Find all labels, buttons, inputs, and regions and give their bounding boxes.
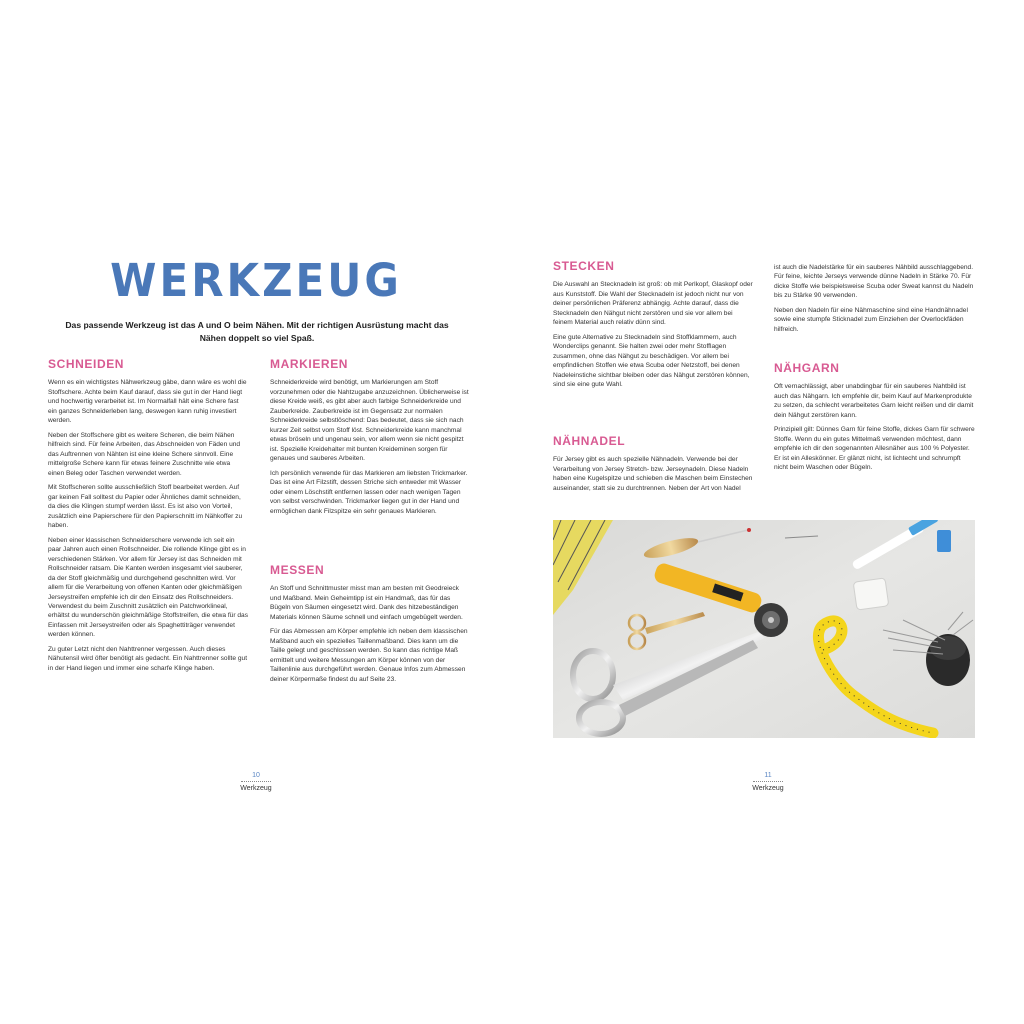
paragraph: An Stoff und Schnittmuster misst man am besten mit Geodreieck und Maßband. Mein Geheimtipp ist ein Handmaß, das für das Bügeln von Säumen eingesetzt wird. Dank des hitzebeständigen Materials können Säume schnell und einfach umgebügelt werden. [270, 585, 463, 621]
page-title: WERKZEUG [110, 254, 402, 307]
paragraph: Oft vernachlässigt, aber unabdingbar für ein sauberes Nahtbild ist auch das Nähgarn. Ich empfehle dir, beim Kauf auf Markenprodukte zu setzen, da schlecht verarbeitetes Garn leicht reißen und dir damit dein Nähgut zerstören kann. [774, 383, 974, 419]
tailor-chalk [853, 578, 889, 610]
heading-markieren: MARKIEREN [270, 357, 349, 371]
page-number: 10 [252, 772, 260, 779]
paragraph: Neben den Nadeln für eine Nähmaschine sind eine Handnähnadel sowie eine stumpfe Sticknadel zum Einziehen der Overlockfäden hilfreich. [774, 307, 968, 333]
section-schneiden [48, 357, 248, 679]
page-label: Werkzeug [240, 785, 272, 792]
heading-naehnadel: NÄHNADEL [553, 434, 626, 448]
heading-naehgarn: NÄHGARN [774, 361, 840, 375]
sewing-clip [937, 530, 951, 552]
paragraph: Neben einer klassischen Schneiderschere verwende ich seit ein paar Jahren auch einen Rollschneider. Die rollende Klinge gibt es in verschiedenen Stärken. Vor allem für Jersey ist das Schneiden mit Rollschneider ratsam. Die Kanten werden insgesamt viel sauberer, da der Stoff gleichmäßig und durchgehend geschnitten wird. Vor allem für die Verarbeitung von offenen Kanten oder gleichmäßigen Jerseystreifen empfehle ich dir den Einsatz des Rollschneiders. Verwendest du beim Zuschnitt zusätzlich ein Patchworklineal, erhältst du wunderschön gleichmäßige Stoffstreifen, die etwa für das Einfassen mit Jerseystreifen oder als Spaghettiträger verwendet werden können. [48, 536, 248, 639]
paragraph: Schneiderkreide wird benötigt, um Markierungen am Stoff vorzunehmen oder die Nahtzugabe anzuzeichnen. Üblicherweise ist diese Kreide weiß, es gibt aber auch farbige Schneiderkreide und Zauberkreide. Zauberkreide ist im Gegensatz zur normalen Schneiderkreide selbstlöschend: Das bedeutet, dass sie sich nach kurzer Zeit selbst vom Stoff löst. Schneiderkreide kann manchmal etwas bröseln und ungenau sein, vor allem wenn sie nicht gespitzt ist. Spezielle Kreidehalter mit bunten Kreideminen sorgen für genaues und sauberes Arbeiten. [270, 379, 469, 463]
heading-schneiden: SCHNEIDEN [48, 357, 125, 371]
footer-divider [753, 781, 783, 782]
section-messen [270, 563, 471, 689]
section-naehgarn [774, 361, 976, 478]
section-markieren [270, 357, 471, 521]
page-label: Werkzeug [752, 785, 784, 792]
paragraph: Für das Abmessen am Körper empfehle ich neben dem klassischen Maßband auch ein spezielles Taillenmaßband. Dies kann um die Taille gelegt und geschlossen werden. So kann das richtige Maß ermittelt und weitere Messungen am Körper können von der Taillenlinie aus durchgeführt werden. Genaue Infos zum Abmessen deiner Körpermaße findest du auf Seite 23. [270, 628, 468, 683]
paragraph: Neben der Stoffschere gibt es weitere Scheren, die beim Nähen hilfreich sind. Für feine Arbeiten, das Abschneiden von Fäden und das Auftrennen von Nähten ist eine kleine Schere sinnvoll. Eine mittelgroße Schere kann für etwas feinere Zuschnitte wie etwa einen Beleg oder Taschen verwendet werden. [48, 431, 241, 477]
intro-text: Das passende Werkzeug ist das A und O beim Nähen. Mit der richtigen Ausrüstung macht das Nähen doppelt so viel Spaß. [65, 320, 449, 343]
page-number: 11 [764, 772, 772, 779]
section-stecken [553, 259, 753, 395]
paragraph: Zu guter Letzt nicht den Nahttrenner vergessen. Auch dieses Nähutensil wird öfter benötigt als gedacht. Ein Nahttrenner sollte gut in der Hand liegen und immer eine scharfe Klinge haben. [48, 645, 248, 672]
heading-messen: MESSEN [270, 563, 325, 577]
paragraph: Eine gute Alternative zu Stecknadeln sind Stoffklammern, auch Wonderclips genannt. Sie halten zwei oder mehr Stofflagen zusammen, ohne das Nähgut zu beschädigen. Vor allem bei empfindlichen Stoffen wie etwa Scuba oder Netzstoff, bei denen Nadeleinstiche sichtbar bleiben oder das Nähgut zerstören können, sind sie eine gute Wahl. [553, 333, 750, 389]
paragraph: Ich persönlich verwende für das Markieren am liebsten Trickmarker. Das ist eine Art Filzstift, dessen Striche sich entweder mit Wasser oder einem Löschstift entfernen lassen oder nach wenigen Tagen von selbst verschwinden. Trickmarker liegen gut in der Hand und ermöglichen dank Filzspitze ein sehr genaues Markieren. [270, 469, 468, 515]
paragraph: Prinzipiell gilt: Dünnes Garn für feine Stoffe, dickes Garn für schwere Stoffe. Wenn du ein gutes Mittelmaß verwenden möchtest, dann empfehle ich dir den sogenannten Allesnäher aus 100 % Polyester. Er ist ein Alleskönner. Er glänzt nicht, ist lichtecht und schrumpft nicht beim Waschen oder Bügeln. [774, 426, 975, 472]
section-naehnadel [553, 434, 753, 498]
page-footer-right [728, 772, 808, 792]
footer-divider [241, 781, 271, 782]
paragraph: Mit Stoffscheren sollte ausschließlich Stoff bearbeitet werden. Auf gar keinen Fall solltest du Papier oder Ähnliches damit schneiden, da dies die Klingen stumpf werden lässt. Es ist also von Vorteil, zusätzlich eine Papierschere für den Papierschnitt im Nähkoffer zu haben. [48, 484, 243, 530]
page-footer-left [216, 772, 296, 792]
paragraph: ist auch die Nadelstärke für ein sauberes Nähbild ausschlaggebend. Für feine, leichte Jerseys verwende dünne Nadeln in Stärke 70. Für dicke Stoffe wie beispielsweise Scuba oder Sweat kannst du Nadeln bis zu Stärke 90 verwenden. [774, 264, 974, 300]
paragraph: Wenn es ein wichtigstes Nähwerkzeug gäbe, dann wäre es wohl die Stoffschere. Achte beim Kauf darauf, dass sie gut in der Hand liegt und hochwertig verarbeitet ist. Im Normalfall hält eine Schere fast ein ganzes Schneiderleben lang, deswegen kann ruhig investiert werden. [48, 379, 247, 425]
sewing-tools-photo [553, 520, 975, 738]
section-continued [774, 263, 976, 340]
paragraph: Für Jersey gibt es auch spezielle Nähnadeln. Verwende bei der Verarbeitung von Jersey Stretch- bzw. Jerseynadeln. Diese Nadeln haben eine Kugelspitze und schieben die Maschen beim Einstechen auseinander, statt sie zu durchtrennen. Neben der Art von Nadel [553, 456, 753, 492]
paragraph: Die Auswahl an Stecknadeln ist groß: ob mit Perlkopf, Glaskopf oder aus Kunststoff. Die Wahl der Stecknadeln ist jedoch nicht nur von deiner persönlichen Präferenz abhängig. Achte darauf, dass die Stecknadeln den Nähgut nicht zerstören und sie vor allem bei feinem Material auch relativ dünn sind. [553, 281, 753, 327]
heading-stecken: STECKEN [553, 259, 615, 273]
